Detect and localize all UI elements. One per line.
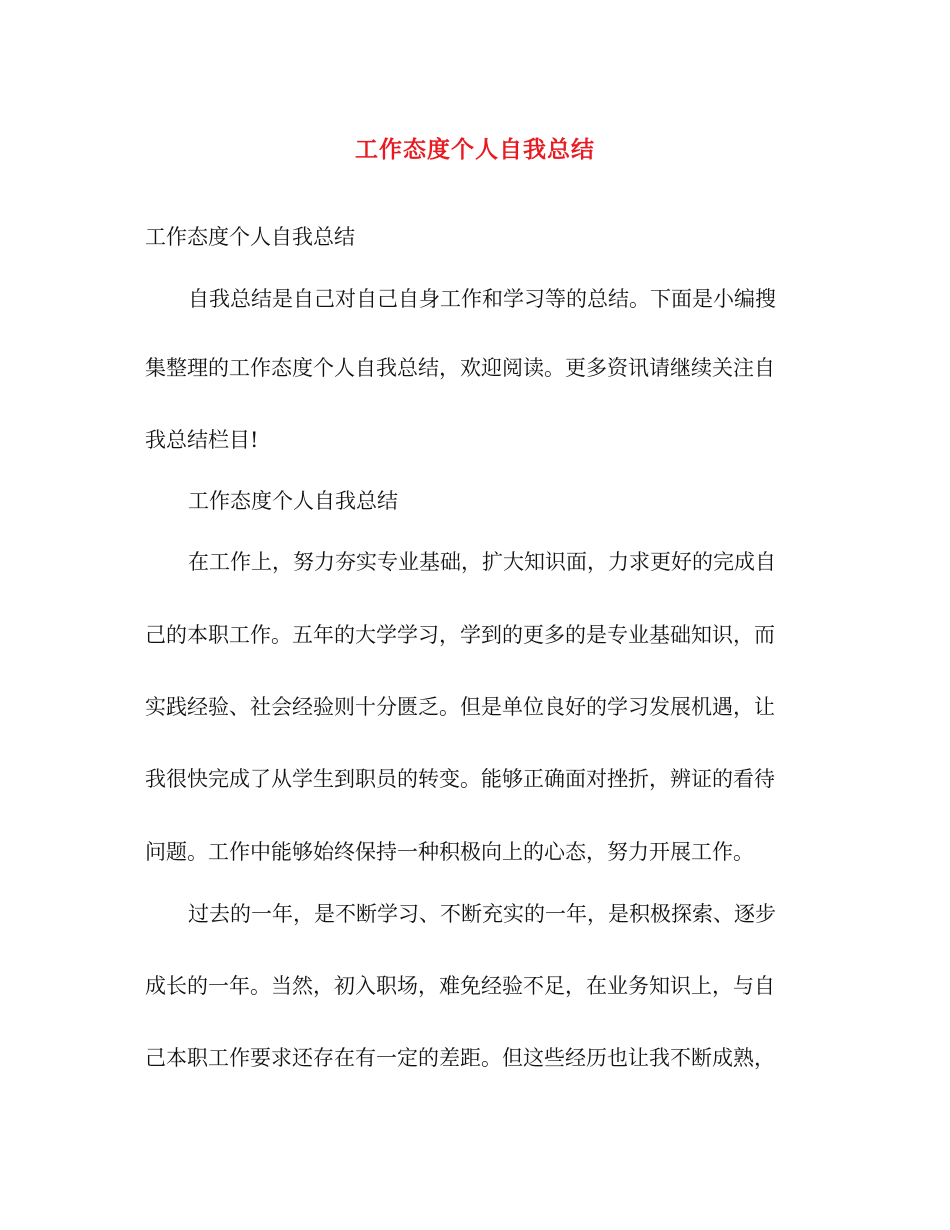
paragraph-line: 过去的一年，是不断学习、不断充实的一年，是积极探索、逐步 <box>188 902 776 926</box>
paragraph-line: 自我总结是自己对自己自身工作和学习等的总结。下面是小编搜 <box>188 287 776 311</box>
paragraph-line: 集整理的工作态度个人自我总结，欢迎阅读。更多资讯请继续关注自 <box>145 356 775 380</box>
document-title: 工作态度个人自我总结 <box>355 136 595 163</box>
paragraph-line: 己本职工作要求还存在有一定的差距。但这些经历也让我不断成熟， <box>145 1046 775 1070</box>
subtitle-line: 工作态度个人自我总结 <box>145 225 355 249</box>
paragraph-line: 问题。工作中能够始终保持一种积极向上的心态，努力开展工作。 <box>145 840 754 864</box>
paragraph-line: 在工作上，努力夯实专业基础，扩大知识面，力求更好的完成自 <box>188 550 776 574</box>
paragraph-line: 我总结栏目! <box>145 428 259 452</box>
paragraph-line: 实践经验、社会经验则十分匮乏。但是单位良好的学习发展机遇，让 <box>145 695 775 719</box>
paragraph-line: 我很快完成了从学生到职员的转变。能够正确面对挫折，辨证的看待 <box>145 767 775 791</box>
paragraph-line: 己的本职工作。五年的大学学习，学到的更多的是专业基础知识，而 <box>145 623 775 647</box>
section-heading: 工作态度个人自我总结 <box>188 489 398 513</box>
paragraph-line: 成长的一年。当然，初入职场，难免经验不足，在业务知识上，与自 <box>145 974 775 998</box>
